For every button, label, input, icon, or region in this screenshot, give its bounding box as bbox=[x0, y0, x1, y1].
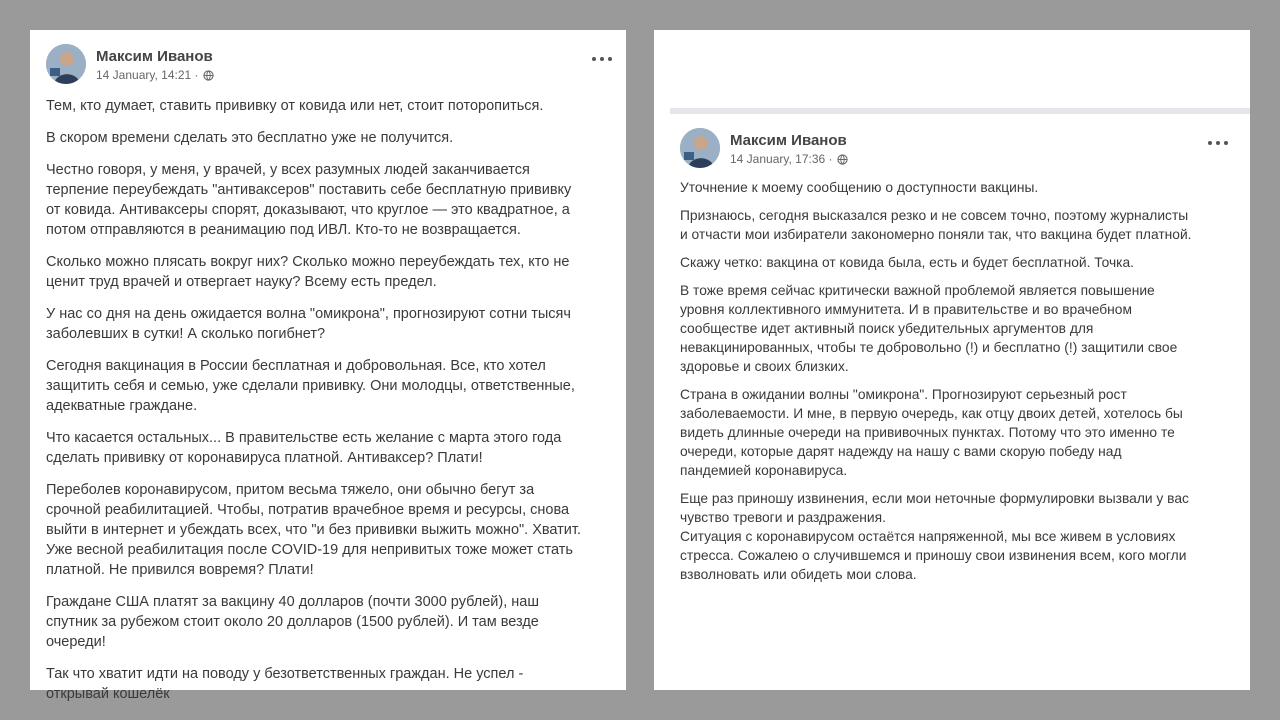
post-paragraph: Страна в ожидании волны "омикрона". Прогнозируют серьезный рост заболеваемости. И мне, в первую очередь, как отцу двоих детей, хотелось бы видеть длинные очереди на прививочных пунктах. Потому что это именно те очереди, которые дарят надежду на нашу с вами скорую победу над пандемией коронавируса. bbox=[680, 387, 1183, 478]
globe-icon bbox=[203, 70, 214, 81]
post-paragraph: Сегодня вакцинация в России бесплатная и добровольная. Все, кто хотел защитить себя и семью, уже сделали прививку. Они молодцы, ответственные, адекватные граждане. bbox=[46, 358, 575, 414]
post-paragraph: Скажу четко: вакцина от ковида была, есть и будет бесплатной. Точка. bbox=[680, 255, 1135, 270]
post-meta bbox=[96, 68, 214, 82]
post-paragraph: Честно говоря, у меня, у врачей, у всех разумных людей заканчивается терпение переубеждать "антиваксеров" поставить себе бесплатную прививку от ковида. Антиваксеры спорят, доказывают, что круглое — это квадратное, а потом отправляются в реанимацию под ИВЛ. Кто-то не возвращается. bbox=[46, 162, 572, 238]
avatar[interactable] bbox=[680, 128, 720, 168]
post-paragraph: Переболев коронавирусом, притом весьма тяжело, они обычно бегут за срочной реабилитацией. Чтобы, потратив врачебное время и ресурсы, снова выйти в интернет и убеждать всех, что "и без прививки выжить можно". Хватит. Уже весной реабилитация после COVID-19 для непривитых тоже может стать платной. Не привился вовремя? Плати! bbox=[46, 482, 581, 578]
post-paragraph: Тем, кто думает, ставить прививку от ковида или нет, стоит поторопиться. bbox=[46, 98, 544, 114]
post-paragraph: Еще раз приношу извинения, если мои неточные формулировки вызвали у вас чувство тревоги и раздражения. Ситуация с коронавирусом остаётся напряженной, мы все живем в условиях стресса. Сожалею о случившемся и приношу свои извинения всем, кого могли взволновать или обидеть мои слова. bbox=[680, 491, 1189, 582]
post-header bbox=[30, 30, 626, 90]
avatar-photo bbox=[680, 128, 720, 168]
post-paragraph: Так что хватит идти на поводу у безответственных граждан. Не успел - открывай кошелёк bbox=[46, 666, 524, 702]
post-body bbox=[46, 96, 610, 716]
globe-icon bbox=[837, 154, 848, 165]
left-post bbox=[30, 30, 626, 702]
post-paragraph: Уточнение к моему сообщению о доступности вакцины. bbox=[680, 180, 1039, 195]
post-paragraph: В тоже время сейчас критически важной проблемой является повышение уровня коллективного иммунитета. И в правительстве и во врачебном сообществе идет активный поиск убедительных аргументов для невакцинированных, чтобы те добровольно (!) и бесплатно (!) защитили свое здоровье и своих близких. bbox=[680, 283, 1178, 374]
author-name[interactable]: Максим Иванов bbox=[96, 48, 213, 65]
post-paragraph: У нас со дня на день ожидается волна "омикрона", прогнозируют сотни тысяч заболевших в сутки! А сколько погибнет? bbox=[46, 306, 571, 342]
avatar[interactable] bbox=[46, 44, 86, 84]
post-timestamp[interactable]: 14 January, 17:36 · bbox=[730, 152, 833, 166]
right-post bbox=[654, 114, 1250, 582]
right-post-panel bbox=[654, 30, 1250, 690]
post-paragraph: Сколько можно плясать вокруг них? Сколько можно переубеждать тех, кто не ценит труд врачей и отвергает науку? Всему есть предел. bbox=[46, 254, 570, 290]
post-paragraph: Признаюсь, сегодня высказался резко и не совсем точно, поэтому журналисты и отчасти мои избиратели закономерно поняли так, что вакцина будет платной. bbox=[680, 208, 1192, 242]
post-meta bbox=[730, 152, 848, 166]
more-options-button[interactable] bbox=[1208, 136, 1228, 150]
more-dots-icon bbox=[592, 57, 596, 61]
post-paragraph: В скором времени сделать это бесплатно уже не получится. bbox=[46, 130, 454, 146]
more-dots-icon bbox=[1208, 141, 1212, 145]
post-body bbox=[680, 178, 1228, 593]
avatar-photo bbox=[46, 44, 86, 84]
post-header bbox=[654, 114, 1250, 174]
author-name[interactable]: Максим Иванов bbox=[730, 132, 847, 149]
post-timestamp[interactable]: 14 January, 14:21 · bbox=[96, 68, 199, 82]
post-paragraph: Граждане США платят за вакцину 40 долларов (почти 3000 рублей), наш спутник за рубежом стоит около 20 долларов (1500 рублей). И там везде очереди! bbox=[46, 594, 539, 650]
post-paragraph: Что касается остальных... В правительстве есть желание с марта этого года сделать прививку от коронавируса платной. Антиваксер? Плати! bbox=[46, 430, 562, 466]
left-post-panel bbox=[30, 30, 626, 702]
more-options-button[interactable] bbox=[592, 52, 612, 66]
